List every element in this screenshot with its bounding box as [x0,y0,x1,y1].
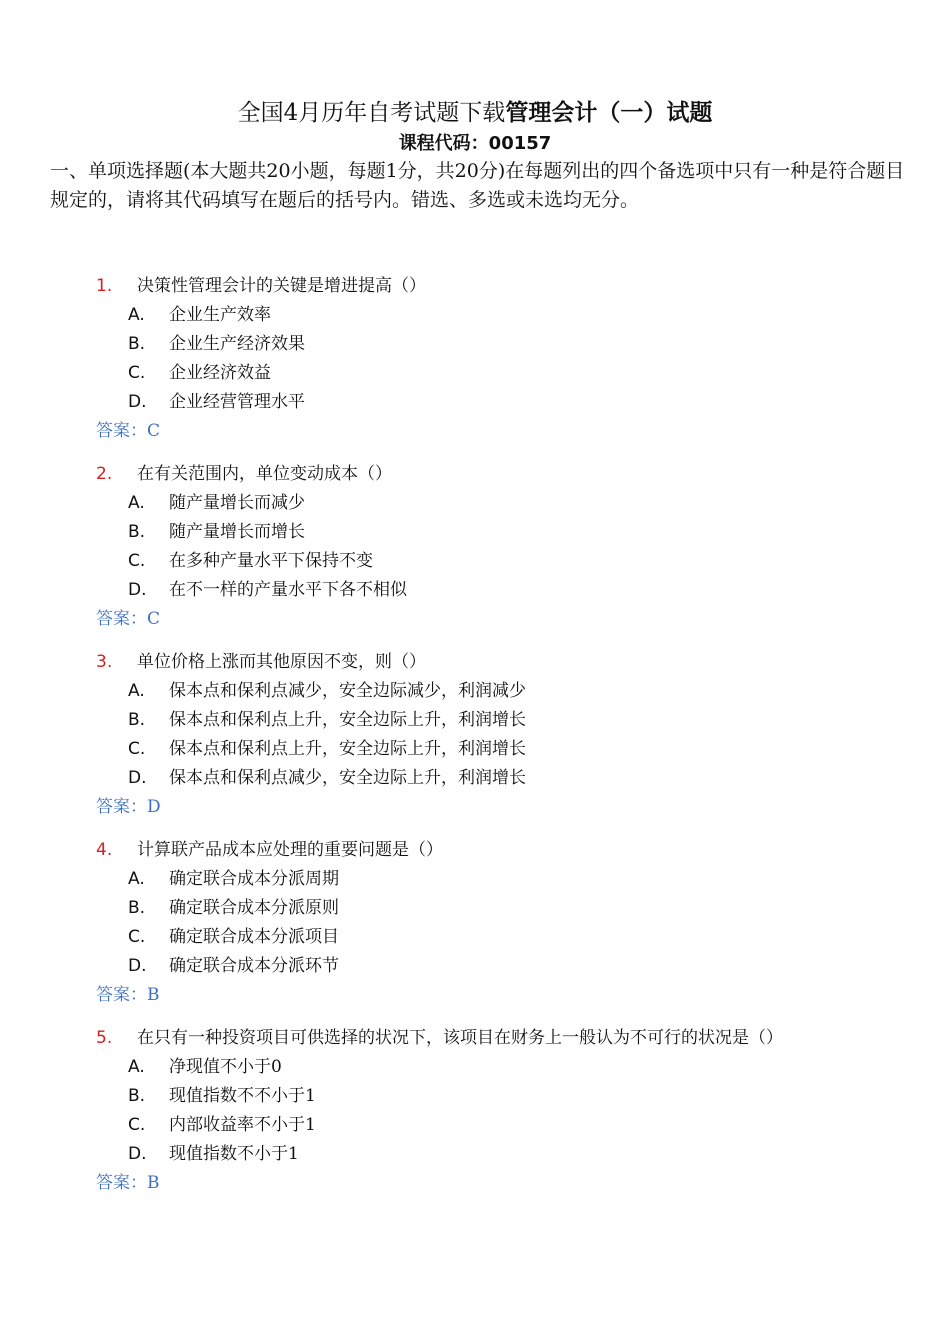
option-d [0,576,950,605]
question-text: 在只有一种投资项目可供选择的状况下，该项目在财务上一般认为不可行的状况是（） [137,1028,783,1048]
option-text: 现值指数不小于1 [169,1144,299,1164]
question-stem [0,836,950,865]
option-a [0,865,950,894]
option-letter: C. [128,739,146,759]
question-2 [0,460,950,634]
option-text: 净现值不小于0 [169,1057,282,1077]
option-letter: A. [128,1057,145,1077]
option-text: 确定联合成本分派原则 [169,898,339,918]
option-letter: A. [128,681,145,701]
option-text: 在不一样的产量水平下各不相似 [169,580,407,600]
option-d [0,764,950,793]
title-bold: 管理会计（一）试题 [505,100,713,126]
question-number: 3. [96,652,113,672]
course-code: 课程代码：00157 [398,133,552,154]
option-d [0,388,950,417]
option-text: 随产量增长而减少 [169,493,305,513]
option-a [0,301,950,330]
option-text: 随产量增长而增长 [169,522,305,542]
option-c [0,359,950,388]
option-text: 企业经济效益 [169,363,271,383]
option-text: 在多种产量水平下保持不变 [169,551,373,571]
option-letter: A. [128,869,145,889]
option-letter: A. [128,493,145,513]
option-text: 企业生产经济效果 [169,334,305,354]
answer [0,605,950,634]
option-b [0,894,950,923]
option-text: 保本点和保利点上升，安全边际上升，利润增长 [169,710,526,730]
question-stem [0,272,950,301]
option-b [0,1082,950,1111]
option-letter: B. [128,710,146,730]
option-letter: B. [128,522,146,542]
answer-text: 答案：B [96,985,160,1005]
question-4 [0,836,950,1010]
option-c [0,923,950,952]
section-instructions: 一、单项选择题(本大题共20小题，每题1分，共20分)在每题列出的四个备选项中只有一种是符合题目规定的，请将其代码填写在题后的括号内。错选、多选或未选均无分。 [50,160,905,211]
answer [0,1169,950,1198]
option-a [0,489,950,518]
option-letter: B. [128,334,146,354]
option-letter: D. [128,392,147,412]
page-title [0,95,950,131]
option-text: 现值指数不不小于1 [169,1086,316,1106]
option-text: 保本点和保利点上升，安全边际上升，利润增长 [169,739,526,759]
option-letter: D. [128,1144,147,1164]
option-letter: C. [128,363,146,383]
option-letter: D. [128,580,147,600]
question-5 [0,1024,950,1198]
option-d [0,1140,950,1169]
question-text: 在有关范围内，单位变动成本（） [137,464,392,484]
question-stem [0,1024,950,1053]
option-text: 保本点和保利点减少，安全边际上升，利润增长 [169,768,526,788]
answer [0,981,950,1010]
option-b [0,706,950,735]
question-number: 5. [96,1028,113,1048]
question-stem [0,648,950,677]
option-text: 企业经营管理水平 [169,392,305,412]
option-d [0,952,950,981]
option-c [0,547,950,576]
answer-text: 答案：C [96,609,161,629]
option-b [0,518,950,547]
option-letter: B. [128,1086,146,1106]
title-normal: 全国4月历年自考试题下载 [237,100,506,126]
option-letter: C. [128,927,146,947]
option-text: 企业生产效率 [169,305,271,325]
answer-text: 答案：B [96,1173,160,1193]
option-a [0,677,950,706]
question-3 [0,648,950,822]
option-letter: C. [128,551,146,571]
question-number: 1. [96,276,113,296]
question-text: 计算联产品成本应处理的重要问题是（） [137,840,443,860]
question-number: 4. [96,840,113,860]
answer [0,417,950,446]
option-text: 保本点和保利点减少，安全边际减少，利润减少 [169,681,526,701]
question-number: 2. [96,464,113,484]
option-letter: C. [128,1115,146,1135]
option-letter: B. [128,898,146,918]
option-c [0,1111,950,1140]
answer-text: 答案：D [96,797,161,817]
option-letter: A. [128,305,145,325]
option-c [0,735,950,764]
question-1 [0,272,950,446]
option-text: 内部收益率不小于1 [169,1115,316,1135]
option-letter: D. [128,768,147,788]
answer [0,793,950,822]
option-text: 确定联合成本分派环节 [169,956,339,976]
option-a [0,1053,950,1082]
question-text: 单位价格上涨而其他原因不变，则（） [137,652,426,672]
option-text: 确定联合成本分派项目 [169,927,339,947]
question-stem [0,460,950,489]
option-text: 确定联合成本分派周期 [169,869,339,889]
option-b [0,330,950,359]
question-text: 决策性管理会计的关键是增进提高（） [137,276,426,296]
answer-text: 答案：C [96,421,161,441]
option-letter: D. [128,956,147,976]
